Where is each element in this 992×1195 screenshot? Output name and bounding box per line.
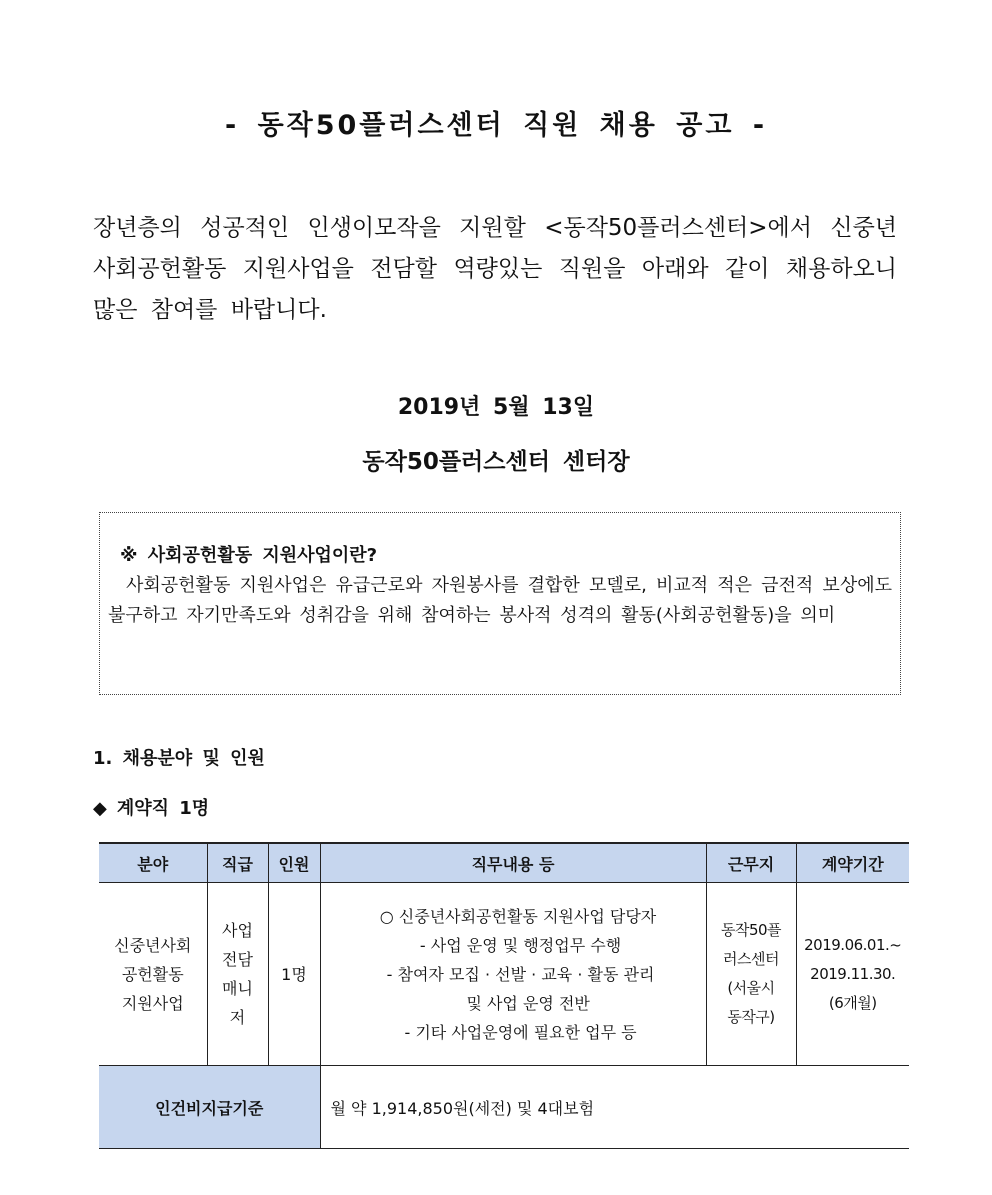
header-period: 계약기간: [796, 843, 909, 883]
header-location: 근무지: [706, 843, 796, 883]
table-row: [99, 883, 909, 1066]
period-line: (6개월): [828, 993, 877, 1012]
notice-box: [99, 512, 901, 695]
announcement-signer: 동작50플러스센터 센터장: [362, 449, 630, 475]
location-line: 동작구): [727, 1008, 775, 1026]
cell-duties: [320, 883, 706, 1066]
diamond-bullet-icon: ◆: [93, 798, 107, 819]
period-line: 2019.11.30.: [810, 964, 896, 983]
header-duties: 직무내용 등: [320, 843, 706, 883]
intro-paragraph: 장년층의 성공적인 인생이모작을 지원할 <동작50플러스센터>에서 신중년 사회공헌활동 지원사업을 전담할 역량있는 직원을 아래와 같이 채용하오니 많은 참여를 바랍니다.: [93, 215, 897, 323]
rank-line: 매니: [222, 979, 253, 998]
section-heading-recruitment: 1. 채용분야 및 인원: [93, 748, 265, 769]
duty-line: 및 사업 운영 전반: [446, 993, 590, 1013]
field-line: 공헌활동: [121, 964, 184, 984]
cell-count: 1명: [268, 883, 320, 1066]
subsection-label: 계약직 1명: [116, 798, 210, 819]
duty-line: - 참여자 모집 · 선발 · 교육 · 활동 관리: [381, 964, 655, 984]
period-line: 2019.06.01.~: [804, 935, 902, 954]
field-line: 신중년사회: [114, 935, 192, 955]
header-field: 분야: [99, 843, 207, 883]
table-header-row: [99, 843, 909, 883]
cell-field: [99, 883, 207, 1066]
header-count: 인원: [268, 843, 320, 883]
notice-heading: ※ 사회공헌활동 지원사업이란?: [120, 545, 378, 566]
rank-line: 사업: [222, 921, 253, 940]
location-line: (서울시: [727, 979, 775, 997]
pay-value: 월 약 1,914,850원(세전) 및 4대보험: [320, 1066, 909, 1149]
rank-line: 전담: [222, 950, 253, 969]
page-title: - 동작50플러스센터 직원 채용 공고 -: [224, 110, 768, 141]
subsection-contract: [93, 794, 209, 820]
pay-label: 인건비지급기준: [99, 1066, 320, 1149]
pay-row: [99, 1066, 909, 1149]
location-line: 러스센터: [723, 950, 779, 968]
field-line: 지원사업: [121, 993, 184, 1013]
cell-location: [706, 883, 796, 1066]
header-rank: 직급: [207, 843, 268, 883]
duty-line: ○ 신중년사회공헌활동 지원사업 담당자: [379, 906, 657, 926]
rank-line: 저: [229, 1008, 246, 1027]
duty-line: - 사업 운영 및 행정업무 수행: [414, 935, 622, 955]
cell-period: [796, 883, 909, 1066]
location-line: 동작50플: [720, 921, 782, 939]
cell-rank: [207, 883, 268, 1066]
notice-body: 사회공헌활동 지원사업은 유급근로와 자원봉사를 결합한 모델로, 비교적 적은 금전적 보상에도 불구하고 자기만족도와 성취감을 위해 참여하는 봉사적 성격의 활동(사회공헌활동)을 의미: [108, 575, 892, 626]
recruitment-table: [99, 842, 909, 1149]
duty-line: - 기타 사업운영에 필요한 업무 등: [399, 1022, 637, 1042]
announcement-date: 2019년 5월 13일: [397, 395, 595, 420]
